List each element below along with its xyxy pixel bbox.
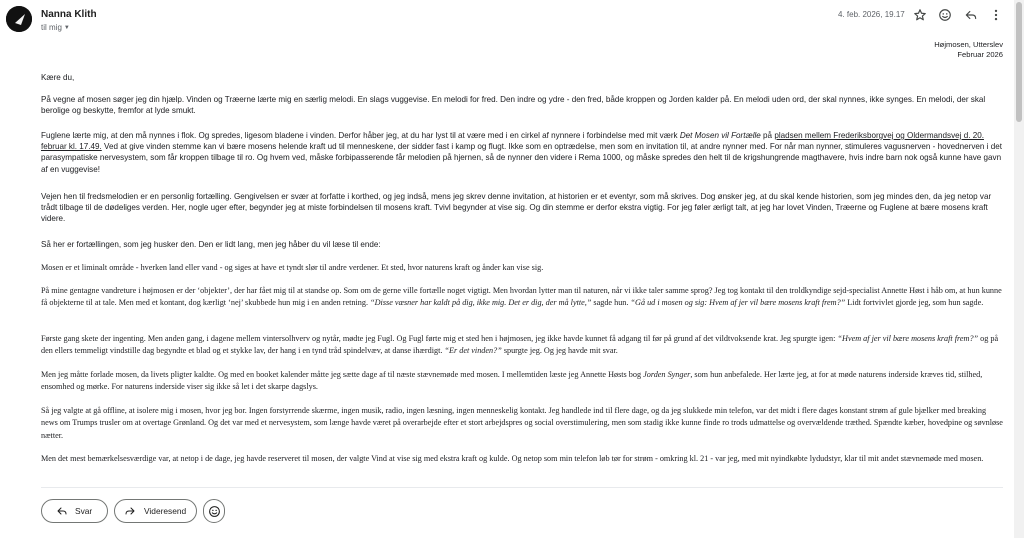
story-paragraph-6: Men det mest bemærkelsesværdige var, at netop i de dage, jeg havde reserveret til mosen, der valgte Vind at vise sig med ekstra kraft og kulde. Og netop som min telefon løb tør for strøm - omkring kl. 21 - var jeg, med mit nyindkøbte lydudstyr, klar til mit andet stævnemøde med mosen.	[41, 454, 984, 463]
reply-icon	[56, 505, 68, 517]
sender-name[interactable]: Nanna Klith	[41, 9, 97, 20]
work-title: Det Mosen vil Fortælle	[679, 131, 761, 140]
quote: “Gå ud i mosen og sig: Hvem af jer vil bære mosens kraft frem?”	[630, 298, 846, 308]
forward-button-label: Videresend	[144, 506, 187, 516]
recipient-toggle[interactable]	[41, 23, 70, 32]
quote: “Er det vinden?”	[444, 346, 502, 356]
paragraph-1: På vegne af mosen søger jeg din hjælp. Vinden og Træerne lærte mig en særlig melodi. En slags vuggevise. En melodi for fred. Den indre og ydre - den fred, både kroppen og Jorden kalder på. En melodi uden ord, der skal nynnes, ikke synges. En melodi, der skal berolige og beskytte, fremfor at lyde smukt.	[41, 95, 986, 116]
more-vertical-icon[interactable]	[987, 6, 1005, 24]
email-date: 4. feb. 2026, 19.17	[838, 10, 905, 19]
story-paragraph-3: Første gang skete der ingenting. Men anden gang, i dagene mellem vintersolhverv og nytår, mødte jeg Fugl. Og Fugl førte mig et sted hen i højmosen, jeg ikke havde kunnet få adgang til før på grund af det vildtvoksende krat. Jeg spurgte igen: “Hvem af jer vil bære mosens kraft frem?” og på den ellers temmeligt vindstille dag begyndte et blad og et stykke lav, der hang i en tynd tråd spindelvæv, at danse ihærdigt. “Er det vinden?” spurgte jeg. Og jeg havde mit svar.	[41, 334, 999, 356]
letter-date: Februar 2026	[957, 50, 1003, 59]
divider	[41, 487, 1003, 488]
story-paragraph-4: Men jeg måtte forlade mosen, da livets pligter kaldte. Og med en booket kalender måtte jeg sætte dage af til næste stævnemøde med mosen. I mellemtiden læste jeg Annette Høsts bog Jorden Synger, som hun anbefalede. Her lærte jeg, at for at møde naturens inderside kræves tid, stilhed, ensomhed og mørke. For naturens inderside viser sig ikke så let i det skarpe dagslys.	[41, 370, 983, 392]
event-location-link[interactable]: pladsen mellem Frederiksborgvej og Oldermandsvej d. 20. februar kl. 17.49.	[41, 131, 984, 152]
scrollbar-thumb[interactable]	[1016, 2, 1022, 122]
reply-icon[interactable]	[962, 6, 980, 24]
forward-icon	[124, 505, 136, 517]
greeting: Kære du,	[41, 73, 75, 82]
book-title: Jorden Synger	[643, 370, 691, 379]
emoji-reaction-button[interactable]	[203, 499, 225, 523]
emoji-icon[interactable]	[936, 6, 954, 24]
recipient-label: til mig	[41, 23, 62, 32]
story-paragraph-5: Så jeg valgte at gå offline, at isolere mig i mosen, hvor jeg bor. Ingen forstyrrende skærme, ingen musik, radio, ingen læsning, ingen menneskelig kontakt. Jeg handlede ind til flere dage, og da jeg slukkede min telefon, var det midt i flere dages konstant strøm af gule bjælker med breaking news om Trumps trusler om at overtage Grønland. Og det var med et nervesystem, som længe havde været på overarbejde efter et stort arbejdspres og social overstimulering, men som stadig ikke kunne finde ro trods udmattelse og overvældende træthed. Spændte kæber, hovedpine og søvnløse nætter.	[41, 406, 1003, 440]
chevron-down-icon: ▼	[63, 24, 70, 31]
email-header	[0, 0, 1014, 40]
paragraph-4: Så her er fortællingen, som jeg husker den. Den er lidt lang, men jeg håber du vil læse til ende:	[41, 240, 381, 249]
reply-button-label: Svar	[75, 506, 93, 516]
story-paragraph-1: Mosen er et liminalt område - hverken land eller vand - og siges at have et tyndt slør til andre verdener. Et sted, hvor naturens kraft og ånder kan vise sig.	[41, 263, 544, 272]
paragraph-2: Fuglene lærte mig, at den må nynnes i flok. Og spredes, ligesom bladene i vinden. Derfor håber jeg, at du har lyst til at være med i en cirkel af nynnere i forbindelse med mit værk Det Mosen vil Fortælle på pladsen mellem Frederiksborgvej og Oldermandsvej d. 20. februar kl. 17.49. Ved at give vinden stemme kan vi bære mosens helende kraft ud til menneskene, der sidder fast i kamp og flugt. Ikke som en optrædelse, men som en invitation til, at andre nynner med. For når man nynner, stimuleres vagusnerven - hovednerven i det parasympatiske nervesystem, som får kroppen tilbage til ro. Og hvem ved, måske forbipasserende får melodien på hjernen, så de nynner den videre i Rema 1000, og måske spredes den helt til de krigshungrende magthavere, hvis indre barn nok også kunne have gavn af en vuggevise!	[41, 131, 1002, 174]
quote: “Hvem af jer vil bære mosens kraft frem?”	[837, 334, 979, 343]
story-paragraph-2: På mine gentagne vandreture i højmosen er der ‘objekter’, der har fået mig til at standse op. Som om de gerne ville fortælle noget vigtigt. Men hvordan lytter man til naturen, når vi ikke taler samme sprog? Jeg tog kontakt til den troldkyndige sejd-specialist Annette Høst i håb om, at hun kunne få objekterne til at tale. Men med et kontant, dog kærligt ‘nej’ skubbede hun mig i en anden retning. “Disse væsner har kaldt på dig, ikke mig. Det er dig, der må lytte,” sagde hun. “Gå ud i mosen og sig: Hvem af jer vil bære mosens kraft frem?” Lidt fortvivlet gjorde jeg, som hun sagde.	[41, 286, 1002, 308]
scrollbar[interactable]	[1014, 0, 1024, 538]
quote: “Disse væsner har kaldt på dig, ikke mig. Det er dig, der må lytte,”	[370, 298, 592, 308]
emoji-icon	[208, 505, 221, 518]
reply-button[interactable]	[41, 499, 108, 523]
forward-button[interactable]	[114, 499, 197, 523]
paragraph-3: Vejen hen til fredsmelodien er en personlig fortælling. Gengivelsen er svær at forfatte i korthed, og jeg indså, mens jeg skrev denne invitation, at historien er et eventyr, som må skrives. Dog ønsker jeg, at du skal kende historien, som jeg mindes den, da jeg netop var trådt tilbage til de dødeliges verden. Her, nogle uger efter, begynder jeg at miste forbindelsen til mosens kraft. Tvivl begynder at vise sig. Og din stemme er derfor ekstra vigtig. For jeg føler ærligt talt, at jeg har lovet Vinden, Træerne og Fuglene at bære mosens kraft videre.	[41, 192, 992, 224]
star-icon[interactable]	[911, 6, 929, 24]
avatar[interactable]	[6, 6, 32, 32]
letter-place-date	[934, 40, 1003, 60]
letter-place: Højmosen, Utterslev	[934, 40, 1003, 49]
